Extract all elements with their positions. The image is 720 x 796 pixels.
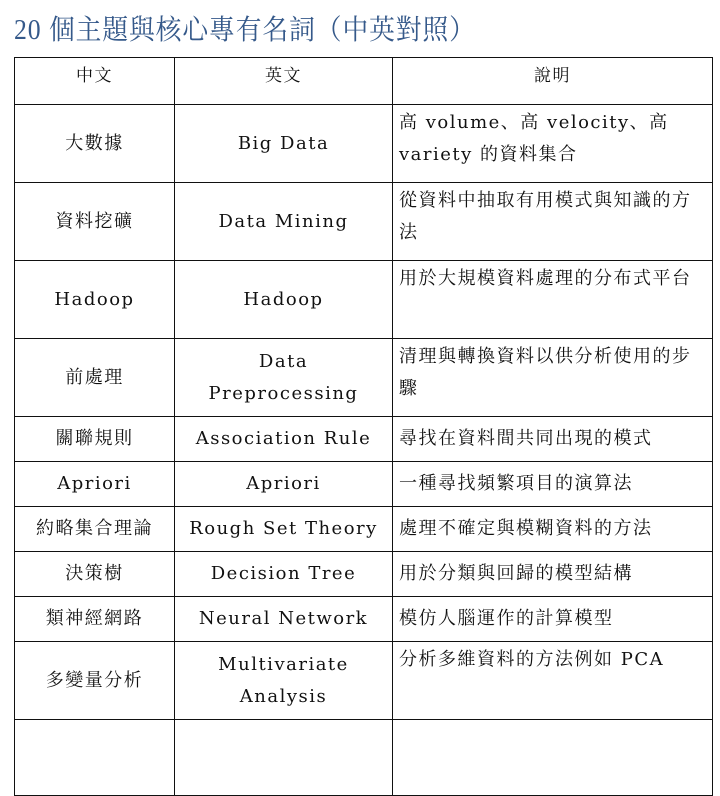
term-chinese: 類神經網路 [15,597,175,642]
term-chinese: 大數據 [15,105,175,183]
empty-cell [175,720,393,796]
term-chinese: 前處理 [15,339,175,417]
page-title: 20 個主題與核心專有名詞（中英對照） [14,15,476,46]
term-chinese: Hadoop [15,261,175,339]
table-row-cutoff [15,720,713,796]
term-description: 高 volume、高 velocity、高 variety 的資料集合 [393,105,713,183]
empty-cell [15,720,175,796]
table-row [15,183,713,261]
term-english: Data Preprocessing [175,339,393,417]
table-row [15,597,713,642]
header-chinese: 中文 [15,58,175,105]
term-description: 一種尋找頻繁項目的演算法 [393,462,713,507]
term-english: Decision Tree [175,552,393,597]
term-description: 模仿人腦運作的計算模型 [393,597,713,642]
table-row [15,507,713,552]
table-row [15,552,713,597]
term-english: Rough Set Theory [175,507,393,552]
header-description: 說明 [393,58,713,105]
term-description: 分析多維資料的方法例如 PCA [393,642,713,720]
table-row [15,417,713,462]
term-english: Apriori [175,462,393,507]
term-chinese: 約略集合理論 [15,507,175,552]
term-english: Data Mining [175,183,393,261]
term-description: 用於大規模資料處理的分布式平台 [393,261,713,339]
term-description: 清理與轉換資料以供分析使用的步驟 [393,339,713,417]
table-row [15,105,713,183]
term-chinese: 資料挖礦 [15,183,175,261]
table-row [15,261,713,339]
term-chinese: Apriori [15,462,175,507]
header-english: 英文 [175,58,393,105]
term-description: 處理不確定與模糊資料的方法 [393,507,713,552]
term-english: Hadoop [175,261,393,339]
term-chinese: 多變量分析 [15,642,175,720]
term-description: 從資料中抽取有用模式與知識的方法 [393,183,713,261]
term-description: 用於分類與回歸的模型結構 [393,552,713,597]
table-row [15,462,713,507]
term-english: Big Data [175,105,393,183]
term-english: Association Rule [175,417,393,462]
table-row [15,339,713,417]
term-chinese: 關聯規則 [15,417,175,462]
table-header-row [15,58,713,105]
term-chinese: 決策樹 [15,552,175,597]
term-english: Neural Network [175,597,393,642]
terms-table [14,57,713,796]
term-description: 尋找在資料間共同出現的模式 [393,417,713,462]
term-english: Multivariate Analysis [175,642,393,720]
table-row [15,642,713,720]
empty-cell [393,720,713,796]
